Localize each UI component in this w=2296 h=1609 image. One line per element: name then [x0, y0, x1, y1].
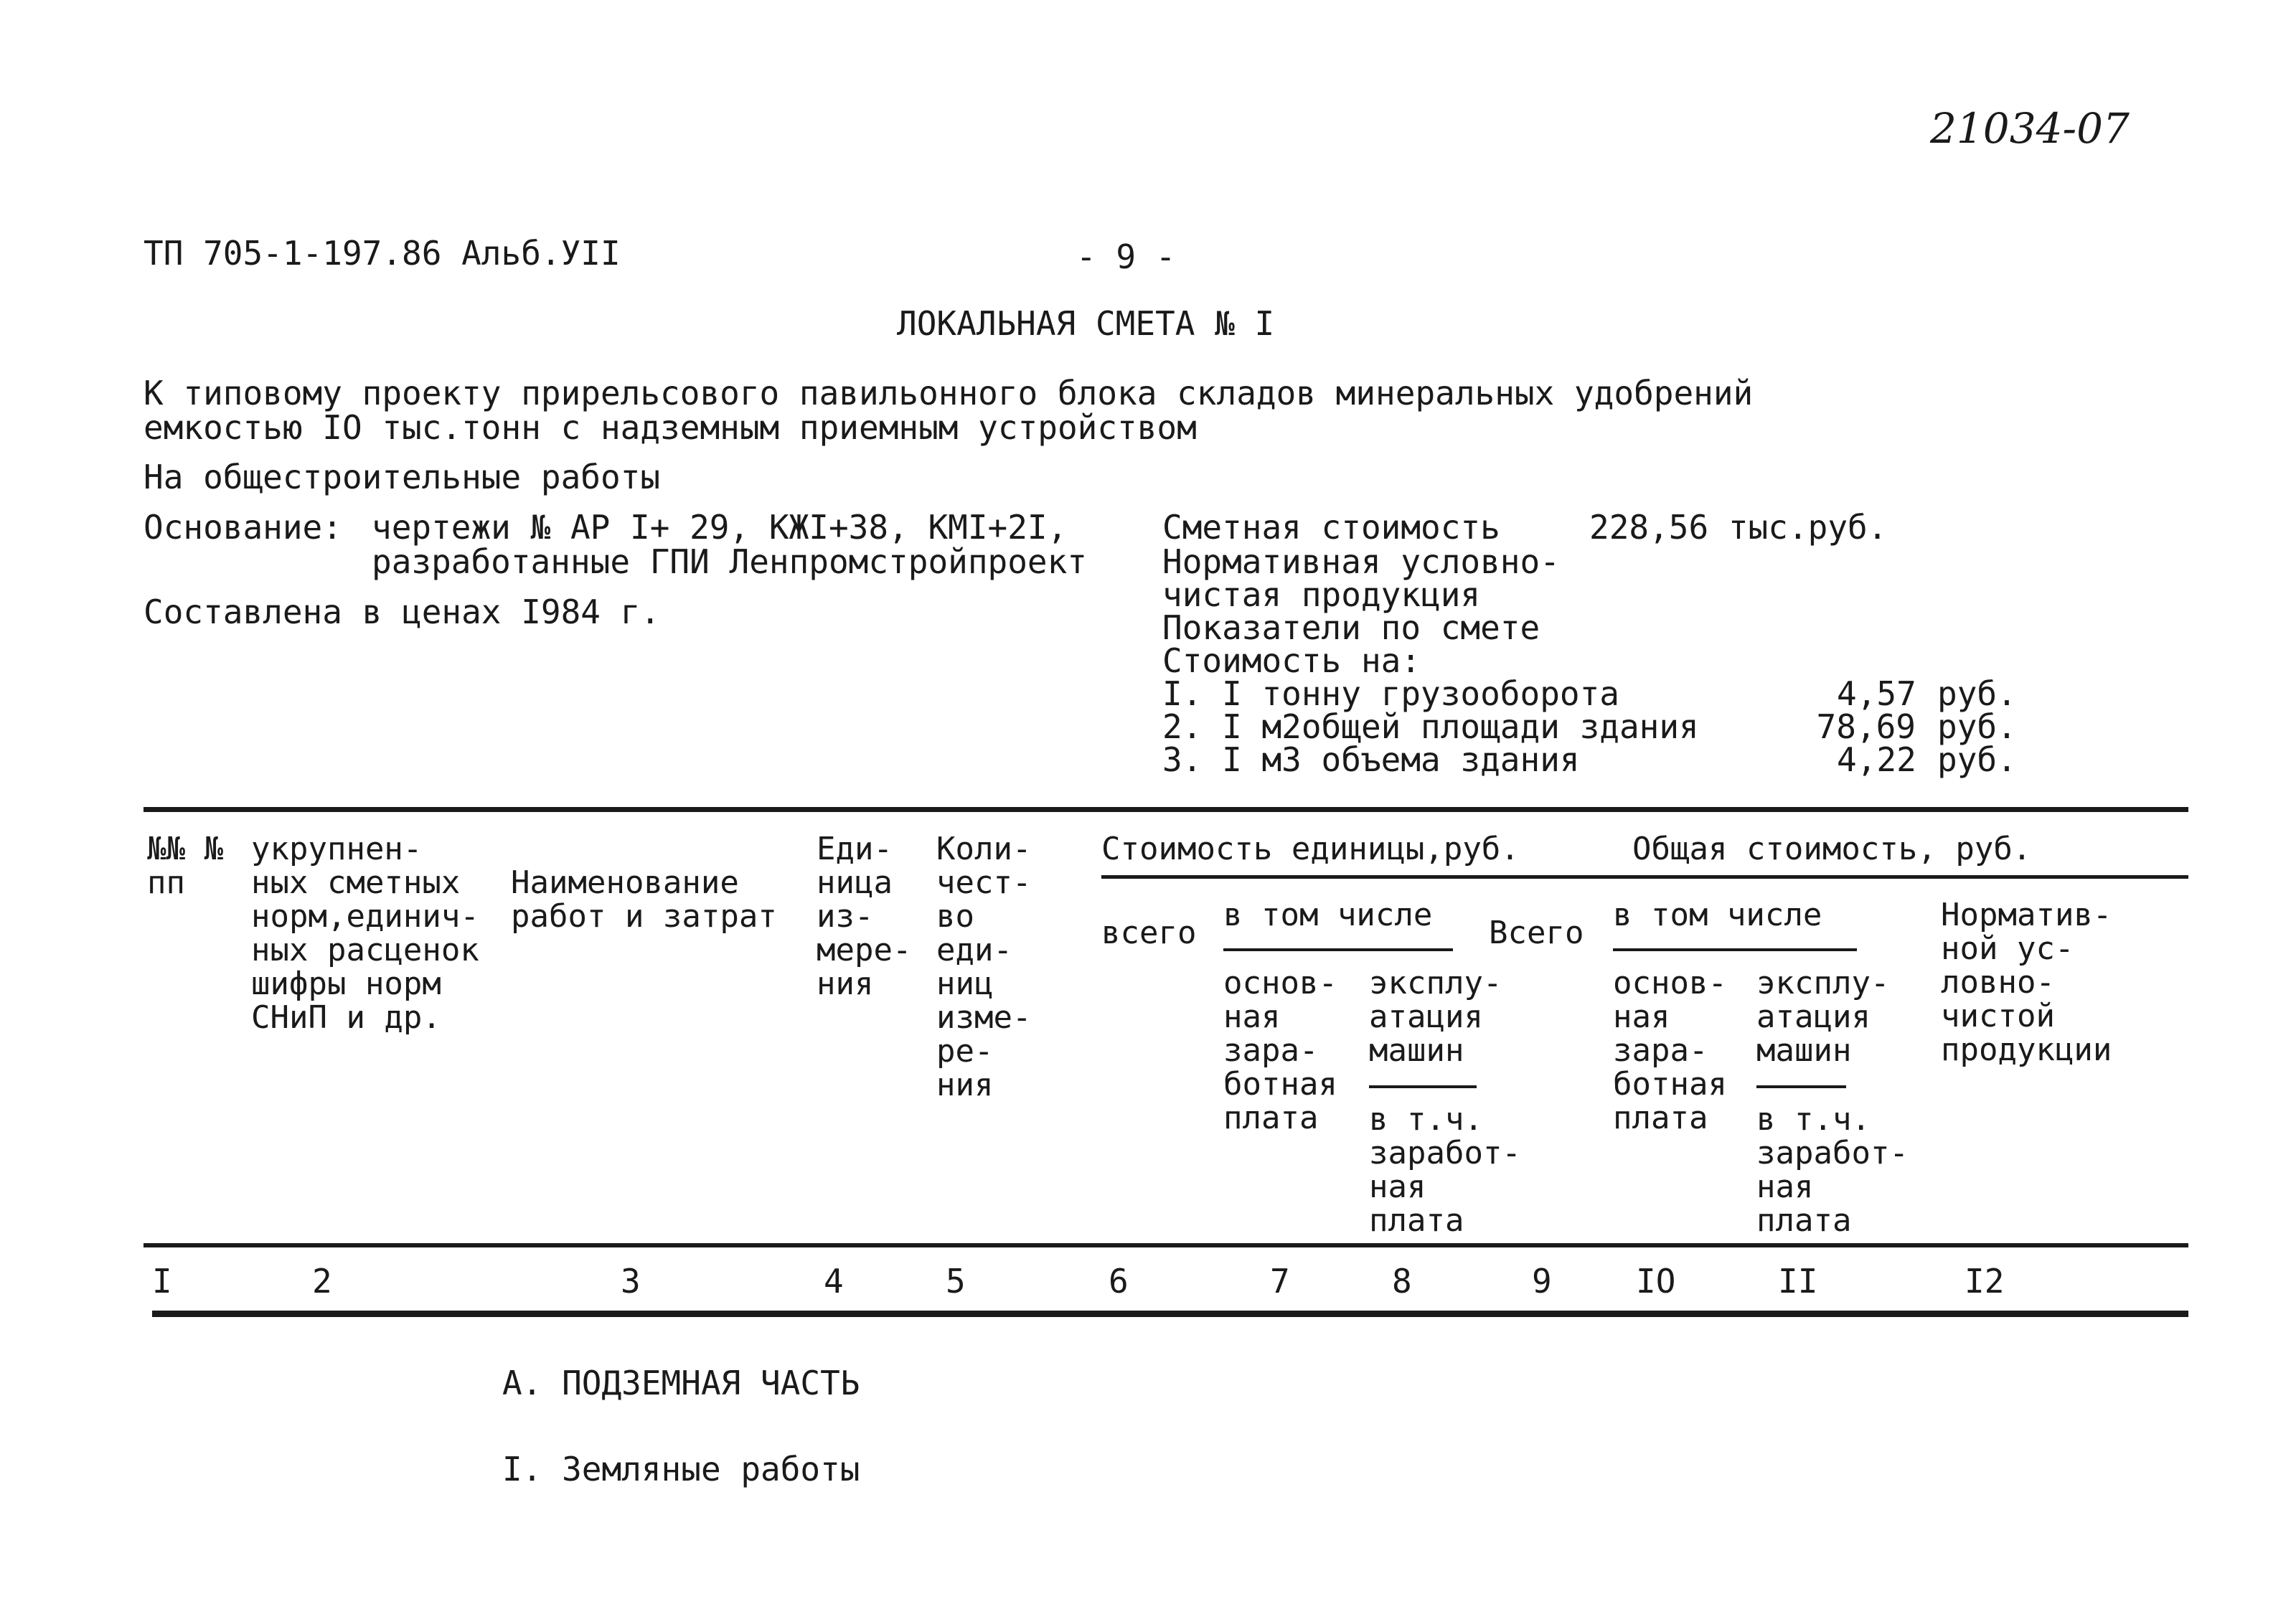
estimated-cost-label: Сметная стоимость — [1162, 508, 1500, 547]
cost-header-rule — [1101, 875, 2188, 879]
header-machines-total: эксплу- атация машин — [1756, 965, 1890, 1069]
column-number: 4 — [824, 1262, 844, 1301]
page-number: - 9 - — [1076, 237, 1176, 276]
document-title: ЛОКАЛЬНАЯ СМЕТА № I — [897, 304, 1275, 343]
column-number: I2 — [1965, 1262, 2005, 1301]
column-number: IO — [1636, 1262, 1676, 1301]
column-number: I — [152, 1262, 172, 1301]
column-number: 3 — [621, 1262, 641, 1301]
column-numbers-rule — [152, 1311, 2188, 1317]
indicator-value: 78,69 — [1816, 707, 1916, 746]
header-all-total: Всего — [1489, 915, 1584, 951]
machines-rule-total — [1756, 1085, 1846, 1088]
column-number: 7 — [1270, 1262, 1290, 1301]
column-number: II — [1778, 1262, 1818, 1301]
cost-on-label: Стоимость на: — [1162, 641, 1421, 680]
indicator-label: 2. I м2общей площади здания — [1162, 707, 1699, 746]
project-line-1: К типовому проекту прирельсового павильонного блока складов минеральных удобрений — [144, 374, 1754, 412]
works-type: На общестроительные работы — [144, 458, 661, 496]
subsection-heading: I. Земляные работы — [502, 1450, 860, 1488]
incl-rule-unit — [1223, 948, 1453, 951]
machines-rule-unit — [1369, 1085, 1477, 1088]
normative-line-1: Нормативная условно- — [1162, 542, 1560, 581]
header-total-cost: Общая стоимость, руб. — [1632, 831, 2032, 867]
header-basic-wage-unit: основ- ная зара- ботная плата — [1223, 965, 1337, 1136]
header-bottom-rule — [144, 1243, 2188, 1247]
header-unit: Еди- ница из- мере- ния — [817, 831, 912, 1002]
column-number: 8 — [1392, 1262, 1412, 1301]
header-norm-codes: укрупнен- ных сметных норм,единич- ных расценок шифры норм СНиП и др. — [251, 831, 479, 1036]
basis-line-2: разработанные ГПИ Ленпромстройпроект — [372, 542, 1087, 581]
basis-line-1: чертежи № АР I+ 29, КЖI+38, КМI+2I, — [372, 508, 1068, 547]
indicator-unit: руб. — [1937, 740, 2017, 779]
section-heading: А. ПОДЗЕМНАЯ ЧАСТЬ — [502, 1364, 860, 1402]
price-basis: Составлена в ценах I984 г. — [144, 593, 661, 631]
indicator-value: 4,22 — [1837, 740, 1916, 779]
incl-rule-total — [1613, 948, 1857, 951]
indicator-value: 4,57 — [1837, 674, 1916, 713]
indicators-label: Показатели по смете — [1162, 608, 1540, 647]
estimated-cost-value: 228,56 тыс.руб. — [1589, 508, 1888, 547]
header-normative-product: Норматив- ной ус- ловно- чистой продукции — [1941, 897, 2112, 1068]
header-incl-total: в том числе — [1613, 897, 1822, 933]
header-incl-wage-total: в т.ч. заработ- ная плата — [1756, 1101, 1909, 1239]
document-number: 21034-07 — [1930, 104, 2130, 153]
basis-label: Основание: — [144, 508, 342, 547]
header-incl-wage-unit: в т.ч. заработ- ная плата — [1369, 1101, 1521, 1239]
project-line-2: емкостью IO тыс.тонн с надземным приемным устройством — [144, 408, 1197, 447]
album-reference: ТП 705-1-197.86 Альб.УII — [144, 234, 621, 273]
header-machines-unit: эксплу- атация машин — [1369, 965, 1502, 1069]
indicator-unit: руб. — [1937, 707, 2017, 746]
column-number: 9 — [1532, 1262, 1552, 1301]
header-basic-wage-total: основ- ная зара- ботная плата — [1613, 965, 1727, 1136]
header-unit-cost: Стоимость единицы,руб. — [1101, 831, 1520, 867]
column-number: 6 — [1109, 1262, 1129, 1301]
header-quantity: Коли- чест- во еди- ниц изме- ре- ния — [936, 831, 1032, 1103]
normative-line-2: чистая продукция — [1162, 575, 1481, 614]
table-top-rule — [144, 807, 2188, 812]
indicator-unit: руб. — [1937, 674, 2017, 713]
indicator-label: 3. I м3 объема здания — [1162, 740, 1580, 779]
header-work-name: Наименование работ и затрат — [511, 864, 777, 935]
column-number: 5 — [946, 1262, 966, 1301]
header-incl-unit: в том числе — [1223, 897, 1433, 933]
column-number: 2 — [312, 1262, 332, 1301]
indicator-label: I. I тонну грузооборота — [1162, 674, 1619, 713]
header-row-number: №№ № пп — [147, 831, 223, 901]
header-all-unit: всего — [1101, 915, 1197, 951]
